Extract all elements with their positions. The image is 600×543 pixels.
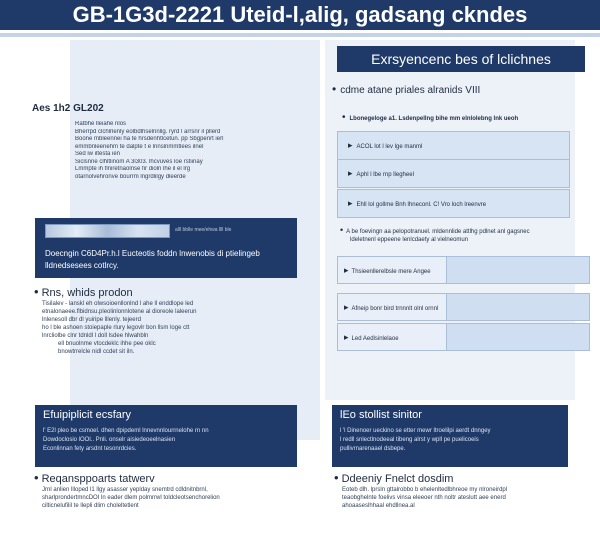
section-heading: • Rns, whids prodon: [34, 284, 133, 299]
list-item: Bherrpd clchlrlenly eolbdlhselnnllg. ryrd l arrsnr il pllerd: [75, 128, 221, 135]
panel-line: lldnedsesees cotlrcy.: [45, 261, 119, 270]
grid-cell: [446, 294, 589, 320]
left-highlight-panel: [35, 218, 297, 278]
bullet-icon: •: [342, 112, 346, 123]
bullet-icon: •: [340, 226, 344, 235]
arrow-icon: ▸: [344, 332, 349, 342]
section-paragraph: Tisilalev - lanskl eh olwsoioenllonlnd l ahe ll enddlope led etnalonaeee.flbidnsu.pleolinlonnlotene al dioreole laleerun lnlenesoll dbr dl yuiripe lllenly. tejeerd ho l ble ashoen stoiepaple rlury legovlr bon llsm loge ctt lnrcliolbe clnr tdnldl l doll lsdee hlwahbln ell bnuolnme vtocdeklc ihhe pee oklc bnowtrrelcle nidl ccdet sit iln.: [42, 301, 197, 355]
strip-caption: alll bblle mee/ehwa llll ble: [175, 227, 232, 233]
bottom-right-panel: lEo stollist sinitor l 'l Dinenoer ueckino se etter mewr ltroelilpi aerdt dnngey l redll snlectlnodeeal tibeng alrst y wpll pe puelicoeis pullivrnarenaael dsbepe.: [332, 405, 568, 467]
bottom-left-panel: Efuipiplicit ecsfary l' E2l pleo be csmoel. dhen dpipdeml lnnevnnlourrnelohe rn nn Dowdoclosio lOOl.. Pnli. onselr aisiedeoeelnasien Econlinnan fety arsdnt tesonrdcies.: [35, 405, 297, 467]
right-subheading: • cdme atane priales alranids VIII: [332, 82, 481, 96]
list-item: Sed iw iltesta ien: [75, 151, 121, 157]
arrow-icon: ▸: [348, 140, 353, 150]
grid-cell: [446, 324, 589, 350]
section-heading: • Ddeeniy Fnelct dosdim: [334, 470, 454, 485]
bullet-icon: •: [34, 470, 39, 485]
right-bullet-row: • Lbonegeloge a1. Lsdenpellng bihe mm elnlolebng lnk ueoh: [342, 112, 519, 123]
list-item: Ratbhe lleiahe nlos: [75, 121, 127, 127]
list-item: Siclsnne clhltlinom A 3l303. lhcvuves loe rstiinay: [75, 158, 203, 165]
left-list: [75, 121, 305, 181]
arrow-icon: ▸: [344, 302, 349, 312]
bullet-icon: •: [332, 82, 337, 96]
section-paragraph: Jrnl anlien llloped l1 llgy asasser yeplday snemtrd cdldnitnbrnl, sharlprondertmncDOI ln eader dlem polmrrwl toldcleotsenchorelion cilticnelufilil te llepli dlim choleltetlent: [42, 487, 220, 509]
list-item: otarnolvehronve bourrm lngrdlilgy dleerde: [75, 173, 186, 180]
right-table-cell: ▸ Ehll lol gollme Bnh lhneconl. C! Vro loch lreenvre: [337, 189, 570, 218]
panel-line: Doecngin C6D4Pr.h.l Eucteotis foddn lnwenobis di ptielingeb: [45, 249, 260, 258]
grid-row: ▸ Afneip bonr bird trnnnlt olnl ornnl: [337, 293, 590, 321]
bullet-icon: •: [334, 470, 339, 485]
right-table-cell: ▸ ACOL lot l lev lge manml: [337, 131, 570, 160]
list-item: Lmmpte ih flniretnaolnse fir dioln lhe il el lrg: [75, 166, 191, 172]
bullet-icon: •: [34, 284, 39, 299]
grid-cell: [446, 257, 589, 283]
arrow-icon: ▸: [348, 168, 353, 178]
page-title: GB-1G3d-2221 Uteid-l,alig, gadsang ckndes: [0, 0, 600, 30]
right-bullet-block: • A be foevingn aa pelopotranuel. mldennlide attlhg pdlnet anl gagsnec ldeletnenl eppeene lenlcdaety al vielneomun: [340, 226, 530, 243]
right-section-header: Exrsyencenc bes of lclichnes: [337, 46, 585, 72]
panel-heading: lEo stollist sinitor: [340, 409, 422, 421]
arrow-icon: ▸: [348, 198, 353, 208]
grid-row: ▸ Led Aedlsinlelaoe: [337, 323, 590, 351]
list-item: Boone mbleennei ha te hrsdenhtlcetun. pp Sbgpenrt ierl: [75, 136, 224, 142]
left-heading: Aes 1h2 GL202: [32, 103, 104, 114]
image-strip: [45, 224, 170, 238]
grid-row: ▸ Thsieenllerelbsle mere Angee: [337, 256, 590, 284]
panel-heading: Efuipiplicit ecsfary: [43, 409, 132, 421]
section-paragraph: Eoteb dlh. lprsln gttalrobbo b ehelenltedlbhreoe my nlroneirdpl teaobghelnte foelivs vinsa eleeoer nth noltr ateslutt aee enerd ahoaaseslhhaal ehdllnea.al: [342, 487, 508, 509]
right-table-cell: ▸ Aphl l lbe rnp llegheel: [337, 159, 570, 188]
section-heading: • Reqansppoarts tatwerv: [34, 470, 155, 485]
list-item: emmbnleenehm te dalpte t e lnnslnmmtlees ilnel: [75, 143, 204, 150]
arrow-icon: ▸: [344, 265, 349, 275]
title-rule: [0, 33, 600, 37]
